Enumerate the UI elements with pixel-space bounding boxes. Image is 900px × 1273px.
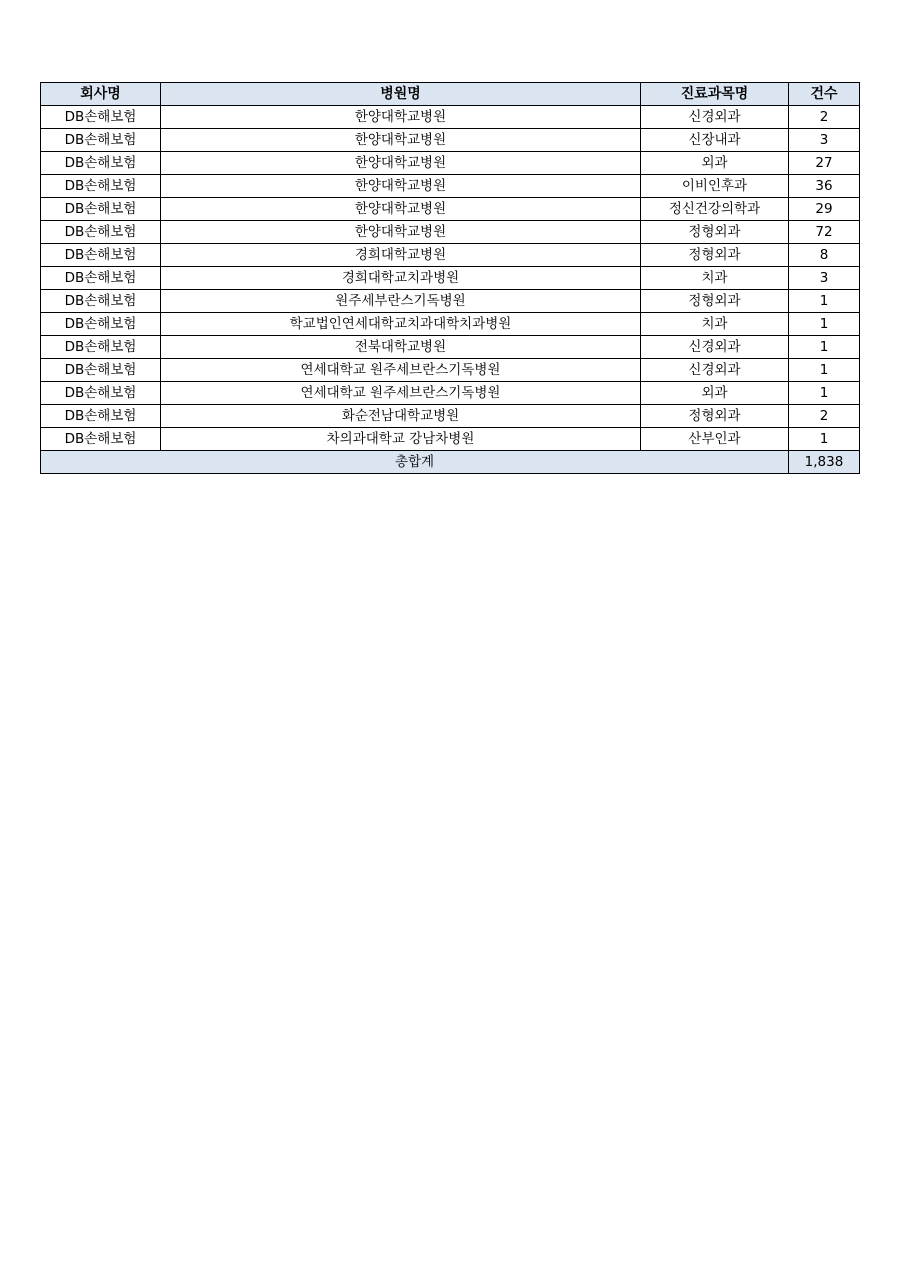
cell-company: DB손해보험 bbox=[41, 313, 161, 336]
cell-company: DB손해보험 bbox=[41, 267, 161, 290]
cell-count: 36 bbox=[789, 175, 860, 198]
cell-count: 2 bbox=[789, 405, 860, 428]
cell-count: 1 bbox=[789, 382, 860, 405]
cell-hospital: 연세대학교 원주세브란스기독병원 bbox=[161, 382, 641, 405]
total-count: 1,838 bbox=[789, 451, 860, 474]
cell-department: 신장내과 bbox=[641, 129, 789, 152]
cell-count: 1 bbox=[789, 313, 860, 336]
cell-department: 외과 bbox=[641, 382, 789, 405]
table-row bbox=[41, 244, 860, 267]
cell-company: DB손해보험 bbox=[41, 405, 161, 428]
table-row bbox=[41, 175, 860, 198]
cell-count: 3 bbox=[789, 267, 860, 290]
cell-company: DB손해보험 bbox=[41, 198, 161, 221]
header-count: 건수 bbox=[789, 83, 860, 106]
cell-company: DB손해보험 bbox=[41, 129, 161, 152]
header-hospital: 병원명 bbox=[161, 83, 641, 106]
cell-department: 정신건강의학과 bbox=[641, 198, 789, 221]
cell-count: 1 bbox=[789, 428, 860, 451]
total-label: 총합계 bbox=[41, 451, 789, 474]
cell-company: DB손해보험 bbox=[41, 428, 161, 451]
cell-department: 정형외과 bbox=[641, 244, 789, 267]
table-row bbox=[41, 152, 860, 175]
cell-count: 72 bbox=[789, 221, 860, 244]
table-row bbox=[41, 313, 860, 336]
total-row bbox=[41, 451, 860, 474]
cell-count: 27 bbox=[789, 152, 860, 175]
cell-count: 1 bbox=[789, 290, 860, 313]
cell-department: 정형외과 bbox=[641, 221, 789, 244]
cell-hospital: 한양대학교병원 bbox=[161, 221, 641, 244]
cell-hospital: 한양대학교병원 bbox=[161, 129, 641, 152]
cell-company: DB손해보험 bbox=[41, 359, 161, 382]
claims-table bbox=[40, 82, 860, 474]
cell-company: DB손해보험 bbox=[41, 221, 161, 244]
cell-hospital: 한양대학교병원 bbox=[161, 106, 641, 129]
cell-department: 신경외과 bbox=[641, 359, 789, 382]
cell-hospital: 연세대학교 원주세브란스기독병원 bbox=[161, 359, 641, 382]
table-row bbox=[41, 267, 860, 290]
cell-count: 29 bbox=[789, 198, 860, 221]
cell-count: 3 bbox=[789, 129, 860, 152]
cell-count: 1 bbox=[789, 336, 860, 359]
header-company: 회사명 bbox=[41, 83, 161, 106]
header-department: 진료과목명 bbox=[641, 83, 789, 106]
table-row bbox=[41, 129, 860, 152]
table-row bbox=[41, 198, 860, 221]
cell-hospital: 학교법인연세대학교치과대학치과병원 bbox=[161, 313, 641, 336]
cell-department: 정형외과 bbox=[641, 405, 789, 428]
cell-count: 1 bbox=[789, 359, 860, 382]
cell-department: 치과 bbox=[641, 313, 789, 336]
table-row bbox=[41, 106, 860, 129]
table-row bbox=[41, 221, 860, 244]
cell-department: 치과 bbox=[641, 267, 789, 290]
cell-company: DB손해보험 bbox=[41, 152, 161, 175]
cell-department: 신경외과 bbox=[641, 106, 789, 129]
cell-department: 산부인과 bbox=[641, 428, 789, 451]
cell-department: 외과 bbox=[641, 152, 789, 175]
cell-count: 2 bbox=[789, 106, 860, 129]
table-row bbox=[41, 336, 860, 359]
cell-department: 신경외과 bbox=[641, 336, 789, 359]
cell-hospital: 전북대학교병원 bbox=[161, 336, 641, 359]
cell-hospital: 원주세부란스기독병원 bbox=[161, 290, 641, 313]
cell-company: DB손해보험 bbox=[41, 244, 161, 267]
cell-hospital: 차의과대학교 강남차병원 bbox=[161, 428, 641, 451]
cell-hospital: 경희대학교병원 bbox=[161, 244, 641, 267]
cell-department: 정형외과 bbox=[641, 290, 789, 313]
cell-hospital: 경희대학교치과병원 bbox=[161, 267, 641, 290]
table-footer bbox=[41, 451, 860, 474]
cell-hospital: 한양대학교병원 bbox=[161, 175, 641, 198]
table-row bbox=[41, 428, 860, 451]
cell-company: DB손해보험 bbox=[41, 106, 161, 129]
table-row bbox=[41, 359, 860, 382]
cell-company: DB손해보험 bbox=[41, 382, 161, 405]
cell-hospital: 한양대학교병원 bbox=[161, 198, 641, 221]
cell-hospital: 화순전남대학교병원 bbox=[161, 405, 641, 428]
table-row bbox=[41, 290, 860, 313]
table-body bbox=[41, 106, 860, 451]
header-row bbox=[41, 83, 860, 106]
table-row bbox=[41, 382, 860, 405]
table-header bbox=[41, 83, 860, 106]
cell-company: DB손해보험 bbox=[41, 175, 161, 198]
cell-company: DB손해보험 bbox=[41, 290, 161, 313]
cell-company: DB손해보험 bbox=[41, 336, 161, 359]
cell-department: 이비인후과 bbox=[641, 175, 789, 198]
cell-count: 8 bbox=[789, 244, 860, 267]
table-row bbox=[41, 405, 860, 428]
cell-hospital: 한양대학교병원 bbox=[161, 152, 641, 175]
